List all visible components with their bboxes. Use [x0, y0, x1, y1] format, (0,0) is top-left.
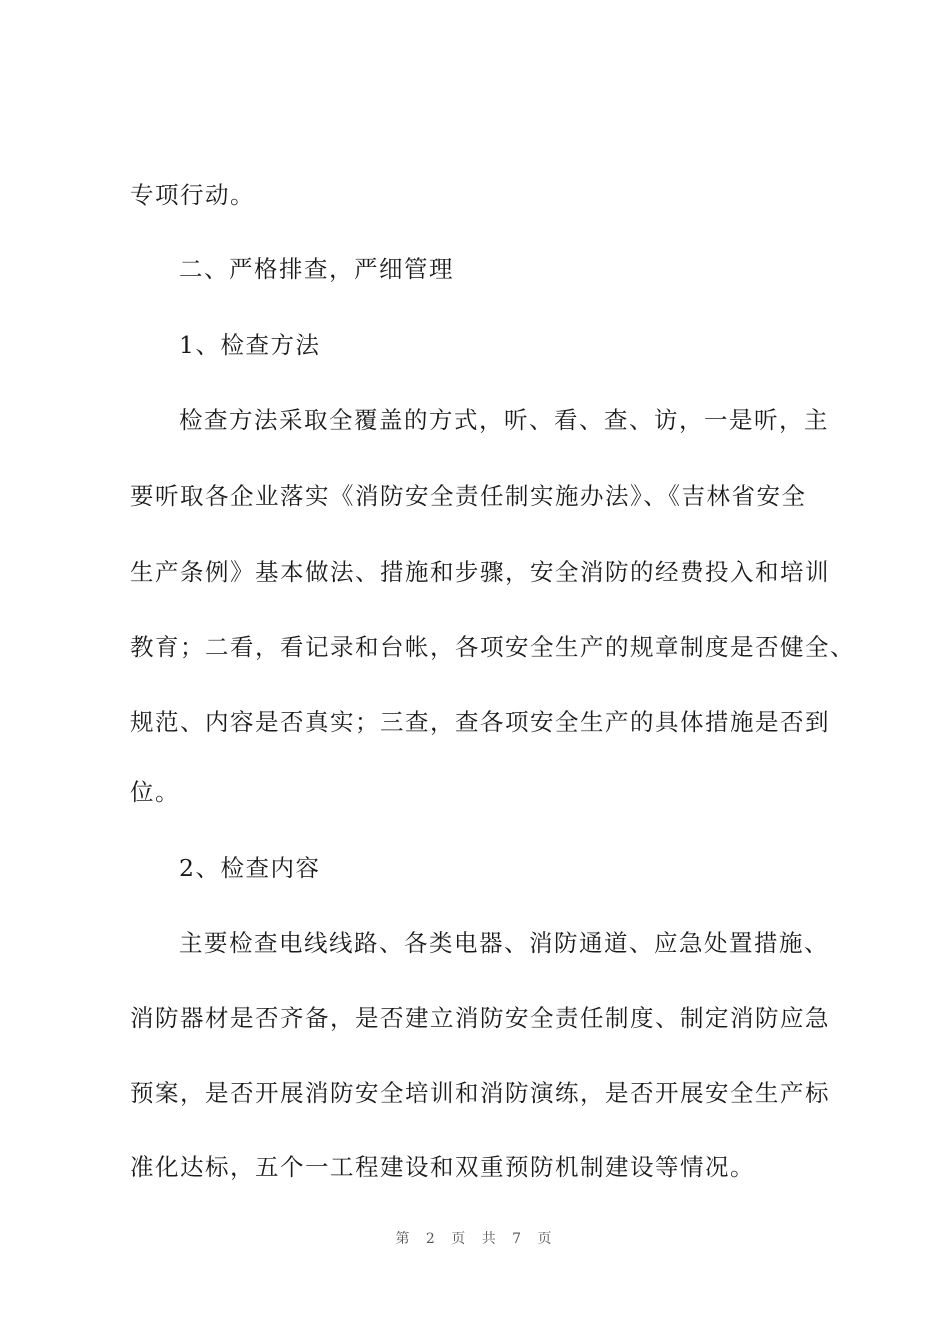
section-heading: 二、严格排查，严细管理 [179, 255, 454, 283]
paragraph-line: 准化达标，五个一工程建设和双重预防机制建设等情况。 [130, 1153, 755, 1181]
subsection-heading-method: 1、检查方法 [179, 331, 321, 359]
paragraph-line: 要听取各企业落实《消防安全责任制实施办法》、《吉林省安全 [130, 482, 807, 510]
paragraph-line: 位。 [130, 778, 180, 806]
paragraph-line: 规范、内容是否真实；三查，查各项安全生产的具体措施是否到 [130, 708, 830, 736]
subsection-heading-content: 2、检查内容 [179, 854, 321, 882]
body-line-continuation: 专项行动。 [130, 181, 255, 209]
paragraph-line: 主要检查电线线路、各类电器、消防通道、应急处置措施、 [179, 929, 829, 957]
paragraph-line: 消防器材是否齐备，是否建立消防安全责任制度、制定消防应急 [130, 1004, 830, 1032]
paragraph-line: 检查方法采取全覆盖的方式，听、看、查、访，一是听，主 [179, 406, 829, 434]
page-number-footer: 第 2 页 共 7 页 [395, 1231, 555, 1247]
paragraph-line: 预案，是否开展消防安全培训和消防演练，是否开展安全生产标 [130, 1079, 830, 1107]
paragraph-line: 生产条例》基本做法、措施和步骤，安全消防的经费投入和培训 [130, 558, 830, 586]
paragraph-line: 教育；二看，看记录和台帐，各项安全生产的规章制度是否健全、 [130, 633, 855, 661]
